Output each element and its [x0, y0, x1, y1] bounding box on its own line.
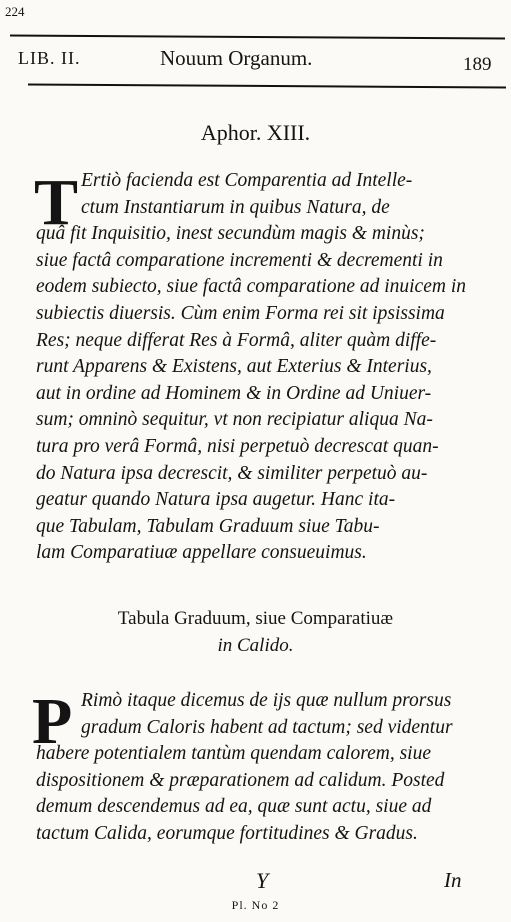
page-number: 189: [463, 54, 492, 75]
catchword: In: [444, 868, 462, 892]
text-line: Res; neque differat Res à Formâ, aliter quàm diffe-: [36, 329, 437, 351]
drop-cap-t: T: [34, 166, 79, 239]
text-line: habere potentialem tantùm quendam calorem, siue: [36, 743, 431, 765]
table-heading: [0, 605, 511, 659]
text-line: runt Apparens & Existens, aut Exterius & Interius,: [36, 356, 432, 378]
text-line: subiectis diuersis. Cùm enim Forma rei sit ipsissima: [36, 302, 445, 324]
text-line: Rimò itaque dicemus de ijs quæ nullum prorsus: [81, 690, 452, 711]
text-line: gradum Caloris habent ad tactum; sed videntur: [81, 716, 453, 738]
paragraph-2: [32, 685, 453, 848]
table-heading-line-1: Tabula Graduum, siue Comparatiuæ: [117, 608, 394, 629]
signature-mark: Y: [256, 868, 269, 893]
plate-number: Pl. No 2: [231, 898, 280, 912]
text-line: tactum Calida, eorumque fortitudines & Gradus.: [36, 822, 418, 844]
text-line: que Tabulam, Tabulam Graduum siue Tabu-: [36, 515, 380, 537]
book-label: LIB. II.: [18, 48, 81, 68]
text-line: quâ fit Inquisitio, inest secundùm magis & minùs;: [36, 223, 425, 245]
text-line: dispositionem & præparationem ad calidum. Posted: [36, 769, 445, 791]
text-line: sum; omninò sequitur, vt non recipiatur aliqua Na-: [36, 409, 433, 431]
paragraph-1: [34, 166, 466, 567]
header-bottom-rule: [28, 84, 506, 89]
text-line: aut in ordine ad Hominem & in Ordine ad Uniuer-: [36, 382, 432, 404]
text-line: siue factâ comparatione incrementi & decrementi in: [36, 249, 443, 271]
text-line: tura pro verâ Formâ, nisi perpetuò decrescat quan-: [36, 435, 439, 457]
corner-page-number: 224: [5, 4, 25, 19]
text-line: Ertiò facienda est Comparentia ad Intelle-: [81, 170, 413, 191]
table-heading-line-2: in Calido.: [217, 635, 294, 656]
header-top-rule: [10, 34, 505, 39]
text-line: ctum Instantiarum in quibus Natura, de: [81, 196, 390, 218]
text-line: demum descendemus ad ea, quæ sunt actu, siue ad: [36, 796, 432, 818]
aphorism-heading: Aphor. XIII.: [200, 120, 311, 145]
text-line: eodem subiecto, siue factâ comparatione ad inuicem in: [36, 276, 466, 298]
drop-cap-p: P: [32, 685, 73, 758]
text-line: geatur quando Natura ipsa augetur. Hanc ita-: [36, 489, 396, 511]
running-title: Nouum Organum.: [160, 46, 313, 70]
text-line: lam Comparatiuæ appellare consueuimus.: [36, 542, 367, 564]
text-line: do Natura ipsa decrescit, & similiter perpetuò au-: [36, 462, 428, 484]
